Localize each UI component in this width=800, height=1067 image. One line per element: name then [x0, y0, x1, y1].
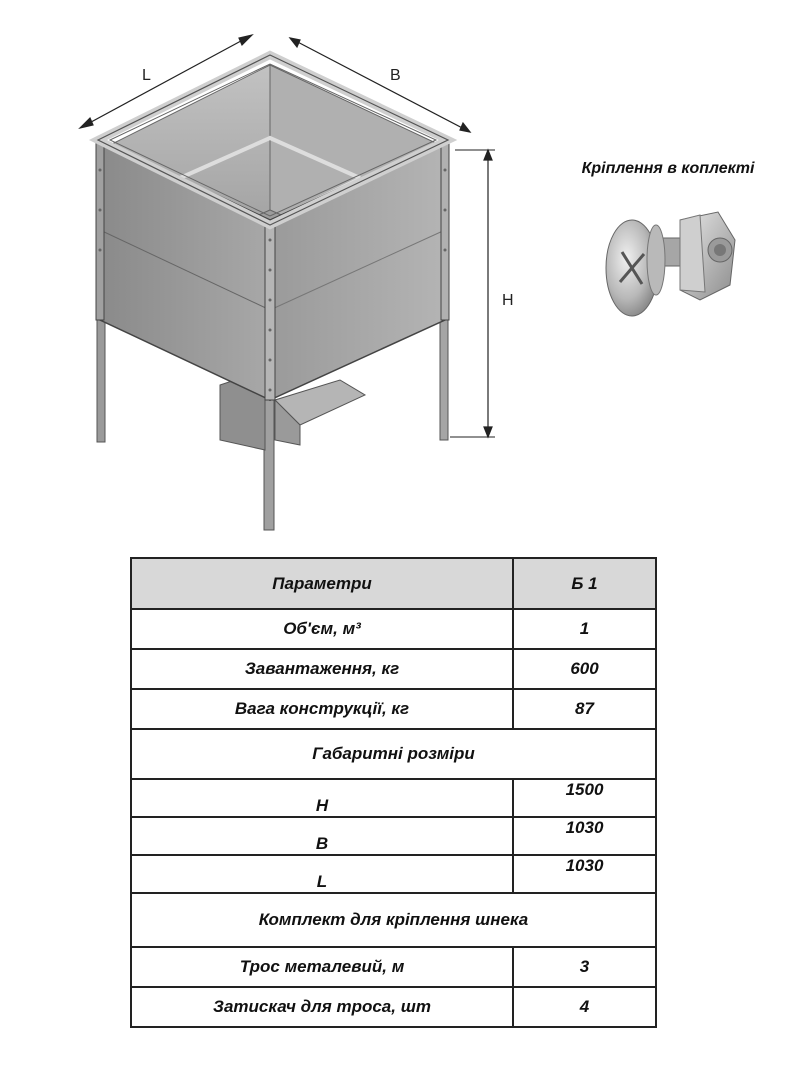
table-row	[131, 947, 656, 987]
kit-value: 3	[513, 947, 656, 987]
dimension-value: 1030	[513, 855, 656, 893]
dimension-label: L	[131, 855, 513, 893]
table-row	[131, 855, 656, 893]
param-value: 87	[513, 689, 656, 729]
storage-bin-icon	[96, 55, 449, 530]
section-row-dimensions	[131, 729, 656, 779]
param-label: Об'єм, м³	[131, 609, 513, 649]
header-param: Параметри	[131, 558, 513, 609]
dimension-value: 1030	[513, 817, 656, 855]
kit-label: Трос металевий, м	[131, 947, 513, 987]
param-label: Завантаження, кг	[131, 649, 513, 689]
table-row	[131, 689, 656, 729]
table-row	[131, 649, 656, 689]
dimension-value: 1500	[513, 779, 656, 817]
kit-value: 4	[513, 987, 656, 1027]
header-model: Б 1	[513, 558, 656, 609]
kit-title: Комплект для кріплення шнека	[131, 893, 656, 947]
param-value: 600	[513, 649, 656, 689]
table-row	[131, 817, 656, 855]
dimension-label: B	[131, 817, 513, 855]
table-row	[131, 987, 656, 1027]
dim-label-l: L	[142, 67, 151, 84]
dim-label-b: B	[390, 67, 401, 84]
bolt-nut-icon	[606, 212, 735, 316]
dim-label-h: H	[502, 292, 514, 309]
dimension-label: H	[131, 779, 513, 817]
fastener-caption: Кріплення в коплекті	[581, 160, 755, 177]
dimensions-title: Габаритні розміри	[131, 729, 656, 779]
param-label: Вага конструкції, кг	[131, 689, 513, 729]
table-row	[131, 609, 656, 649]
table-header-row	[131, 558, 656, 609]
table-row	[131, 779, 656, 817]
kit-label: Затискач для троса, шт	[131, 987, 513, 1027]
param-value: 1	[513, 609, 656, 649]
section-row-kit	[131, 893, 656, 947]
spec-table	[130, 557, 657, 1028]
